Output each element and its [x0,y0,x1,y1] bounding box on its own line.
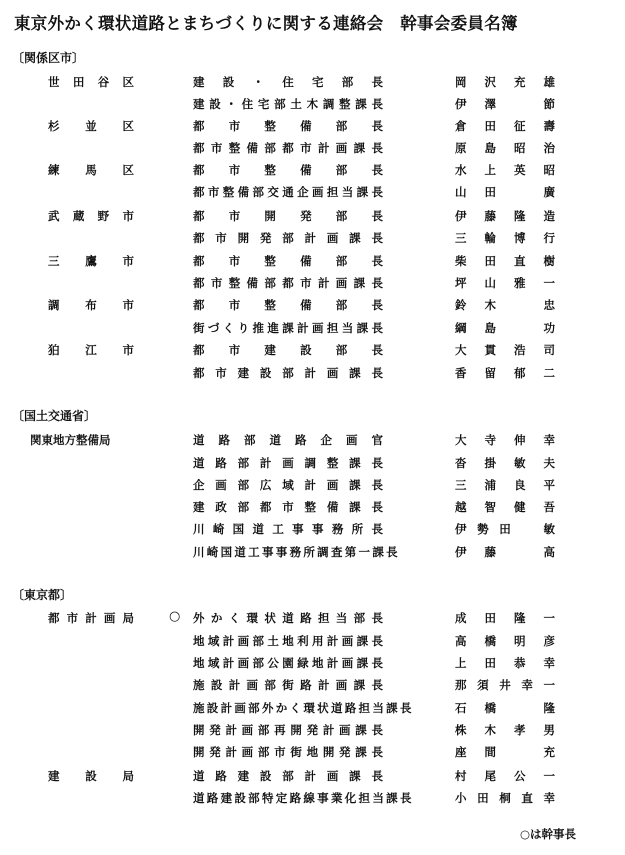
section-heading: 〔関係区市〕 [12,51,85,65]
member-row [0,432,625,452]
member-name: 大 貫 浩 司 [455,343,555,357]
member-name: 上 田 恭 幸 [455,656,555,670]
organization: 都 市 計 画 局 [48,611,134,625]
member-row [0,365,625,385]
member-row [0,610,625,630]
position-title: 都 市 整 備 部 長 [193,298,383,312]
member-name: 香 留 郁 二 [455,366,555,380]
member-row [0,118,625,138]
organization: 狛 江 市 [48,343,134,357]
position-title: 都 市 整 備 部 交 通 企 画 担 当 課 長 [193,185,383,199]
member-name: 坪 山 雅 一 [455,276,555,290]
member-name: 成 田 隆 一 [455,611,555,625]
organization: 世 田 谷 区 [48,75,134,89]
position-title: 建 設 ・ 住 宅 部 長 [193,75,383,89]
member-name: 高 橋 明 彦 [455,634,555,648]
position-title: 施 設 計 画 部 外 か く 環 状 道 路 担 当 課 長 [193,701,412,715]
position-title: 都 市 開 発 部 長 [193,209,383,223]
member-name: 原 島 昭 治 [455,141,555,155]
member-name: 伊 勢 田 敏 [455,522,555,536]
member-row [0,184,625,204]
position-title: 街 づ く り 推 進 課 計 画 担 当 課 長 [193,321,383,335]
member-row [0,162,625,182]
member-row [0,633,625,653]
member-name: 伊 藤 隆 造 [455,209,555,223]
member-row [0,790,625,810]
member-row [0,140,625,160]
member-name: 那 須 井 幸 一 [455,678,555,692]
position-title: 道 路 部 計 画 調 整 課 長 [193,456,383,470]
member-name: 村 尾 公 一 [455,769,555,783]
section-heading: 〔東京都〕 [12,588,73,602]
member-row [0,253,625,273]
position-title: 建 政 部 都 市 整 備 課 長 [193,500,383,514]
member-row [0,208,625,228]
position-title: 施 設 計 画 部 街 路 計 画 課 長 [193,678,383,692]
position-title: 建 設 ・ 住 宅 部 土 木 調 整 課 長 [193,97,383,111]
member-name: 岡 沢 充 雄 [455,75,555,89]
member-name: 伊 藤 高 [455,545,555,559]
position-title: 地 域 計 画 部 公 園 緑 地 計 画 課 長 [193,656,383,670]
member-row [0,342,625,362]
member-row [0,677,625,697]
member-row [0,230,625,250]
position-title: 川 崎 国 道 工 事 事 務 所 長 [193,522,383,536]
member-row [0,96,625,116]
member-row [0,477,625,497]
organization: 武 蔵 野 市 [48,209,134,223]
position-title: 外 か く 環 状 道 路 担 当 部 長 [193,611,383,625]
member-row [0,74,625,94]
position-title: 都 市 建 設 部 計 画 課 長 [193,366,383,380]
position-title: 道 路 建 設 部 計 画 課 長 [193,769,383,783]
member-name: 大 寺 伸 幸 [455,433,555,447]
position-title: 都 市 整 備 部 長 [193,254,383,268]
member-row [0,544,625,564]
position-title: 都 市 整 備 部 都 市 計 画 課 長 [193,141,383,155]
organization: 練 馬 区 [48,163,134,177]
document-title: 東京外かく環状道路とまちづくりに関する連絡会 幹事会委員名簿 [14,14,518,33]
member-row [0,297,625,317]
position-title: 都 市 建 設 部 長 [193,343,383,357]
position-title: 道 路 部 道 路 企 画 官 [193,433,383,447]
footnote: ○は幹事長 [520,827,577,841]
organization: 杉 並 区 [48,119,134,133]
chair-mark: ○ [169,609,181,624]
member-row [0,275,625,295]
position-title: 企 画 部 広 域 計 画 課 長 [193,478,383,492]
organization: 建 設 局 [48,769,134,783]
member-name: 山 田 廣 [455,185,555,199]
position-title: 地 域 計 画 部 土 地 利 用 計 画 課 長 [193,634,383,648]
position-title: 川 崎 国 道 工 事 事 務 所 調 査 第 一 課 長 [193,545,398,559]
organization: 三 鷹 市 [48,254,134,268]
position-title: 都 市 整 備 部 都 市 計 画 課 長 [193,276,383,290]
member-name: 綱 島 功 [455,321,555,335]
member-name: 倉 田 征 壽 [455,119,555,133]
organization: 関東地方整備局 [30,433,111,447]
position-title: 都 市 整 備 部 長 [193,119,383,133]
member-name: 座 間 充 [455,745,555,759]
member-row [0,700,625,720]
member-row [0,320,625,340]
member-name: 石 橋 隆 [455,701,555,715]
position-title: 都 市 整 備 部 長 [193,163,383,177]
member-name: 越 智 健 吾 [455,500,555,514]
position-title: 都 市 開 発 部 計 画 課 長 [193,231,383,245]
section-heading: 〔国土交通省〕 [12,409,97,423]
member-name: 株 木 孝 男 [455,723,555,737]
member-name: 沓 掛 敏 夫 [455,456,555,470]
member-name: 鈴 木 忠 [455,298,555,312]
member-name: 伊 澤 節 [455,97,555,111]
member-row [0,521,625,541]
member-row [0,722,625,742]
position-title: 開 発 計 画 部 市 街 地 開 発 課 長 [193,745,383,759]
member-row [0,455,625,475]
position-title: 開 発 計 画 部 再 開 発 計 画 課 長 [193,723,383,737]
member-name: 三 浦 良 平 [455,478,555,492]
member-row [0,499,625,519]
position-title: 道 路 建 設 部 特 定 路 線 事 業 化 担 当 課 長 [193,791,412,805]
organization: 調 布 市 [48,298,134,312]
member-name: 三 輪 博 行 [455,231,555,245]
member-name: 小 田 桐 直 幸 [455,791,555,805]
member-name: 水 上 英 昭 [455,163,555,177]
member-row [0,744,625,764]
member-row [0,655,625,675]
member-name: 柴 田 直 樹 [455,254,555,268]
member-row [0,768,625,788]
